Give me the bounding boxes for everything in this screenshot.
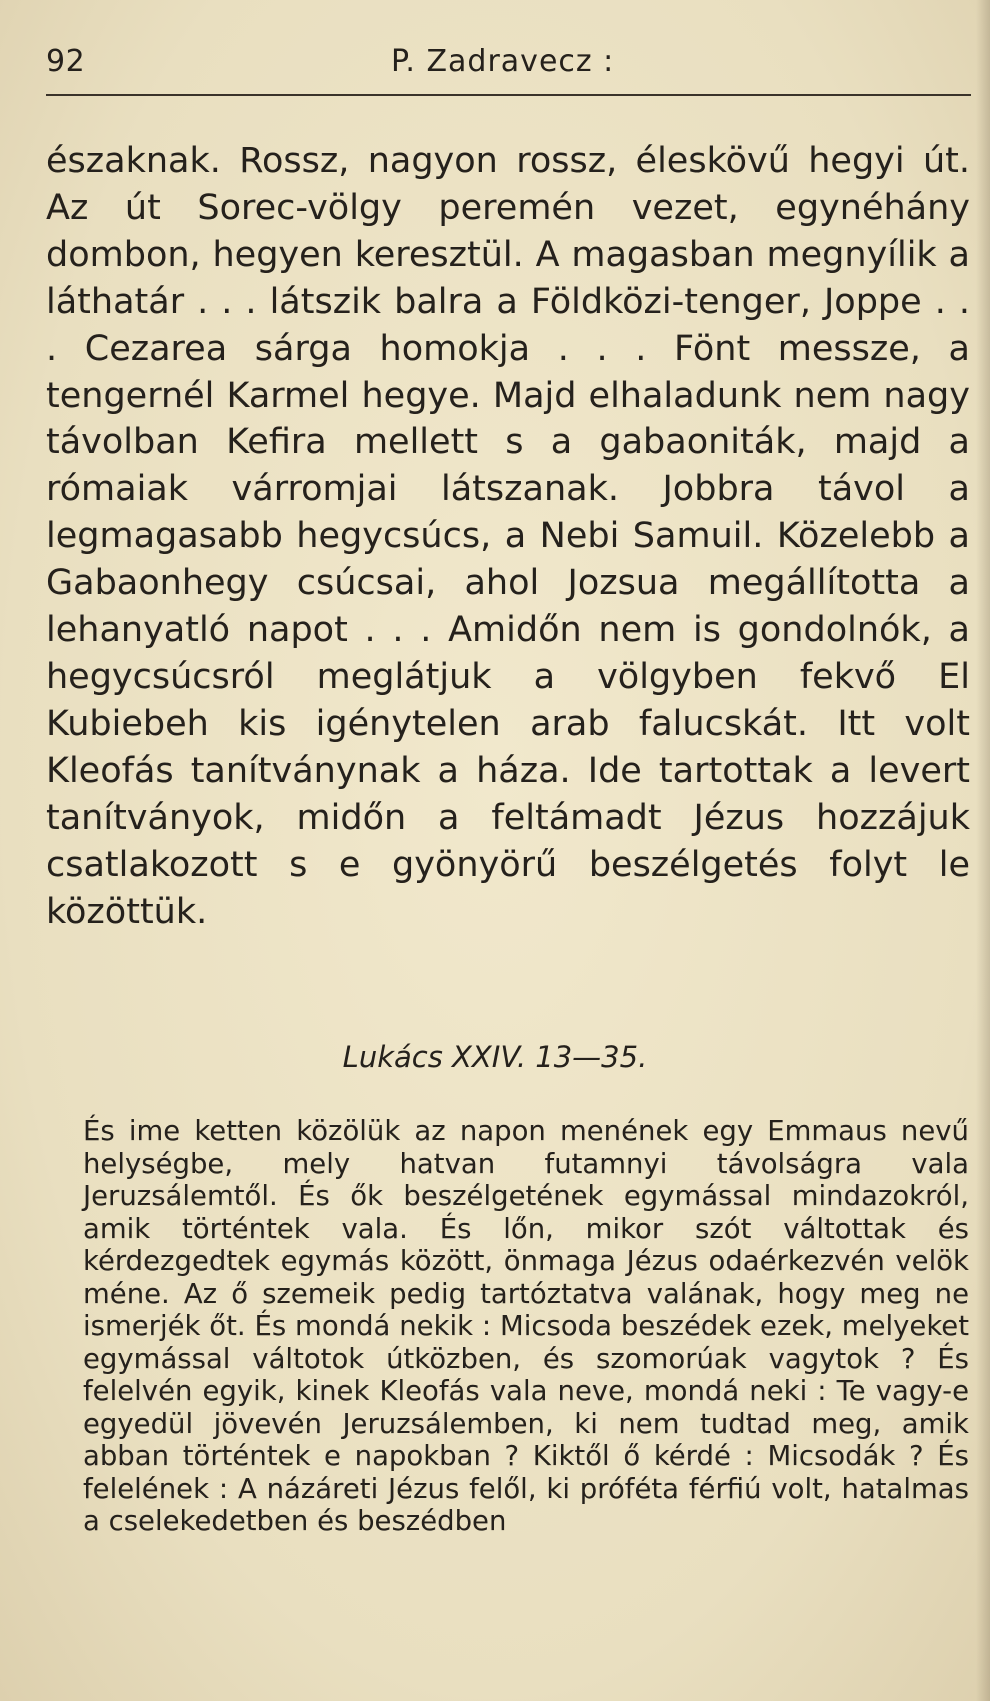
running-head: P. Zadravecz : [391, 44, 615, 79]
header-rule [46, 94, 971, 96]
page-edge-shadow [976, 0, 990, 1701]
main-paragraph: északnak. Rossz, nagyon rossz, éleskövű hegyi út. Az út Sorec-völgy peremén vezet, egynéhány dombon, hegyen keresztül. A magasban megnyílik a láthatár . . . látszik balra a Földközi-tenger, Joppe . . . Cezarea sárga homokja . . . Fönt messze, a tengernél Karmel hegye. Majd elhaladunk nem nagy távolban Kefira mellett s a gabaoniták, majd a rómaiak várromjai látszanak. Jobbra távol a legmagasabb hegycsúcs, a Nebi Samuil. Közelebb a Gabaonhegy csúcsai, ahol Jozsua megállította a lehanyatló napot . . . Amidőn nem is gondolnók, a hegycsúcsról meglátjuk a völgyben fekvő El Kubiebeh kis igénytelen arab falucskát. Itt volt Kleofás tanítványnak a háza. Ide tartottak a levert tanítványok, midőn a feltámadt Jézus hozzájuk csatlakozott s e gyönyörű beszélgetés folyt le közöttük. [46, 141, 970, 932]
page-number: 92 [46, 44, 86, 79]
scripture-quote: És ime ketten közölük az napon menének egy Emmaus nevű helységbe, mely hatvan futamnyi távolságra vala Jeruzsálemtől. És ők beszélgetének egymással mindazokról, amik történtek vala. És lőn, mikor szót váltottak és kérdezgedtek egymás között, önmaga Jézus odaérkezvén velök méne. Az ő szemeik pedig tartóztatva valának, hogy meg ne ismerjék őt. És mondá nekik : Micsoda beszédek ezek, melyeket egymással váltotok útközben, és szomorúak vagytok ? És felelvén egyik, kinek Kleofás vala neve, mondá neki : Te vagy-e egyedül jövevén Jeruzsálemben, ki nem tudtad meg, amik abban történtek e napokban ? Kiktől ő kérdé : Micsodák ? És felelének : A názáreti Jézus felől, ki próféta férfiú volt, hatalmas a cselekedetben és beszédben [83, 1115, 969, 1537]
scripture-citation: Lukács XXIV. 13—35. [342, 1040, 648, 1074]
page-header [46, 44, 966, 92]
